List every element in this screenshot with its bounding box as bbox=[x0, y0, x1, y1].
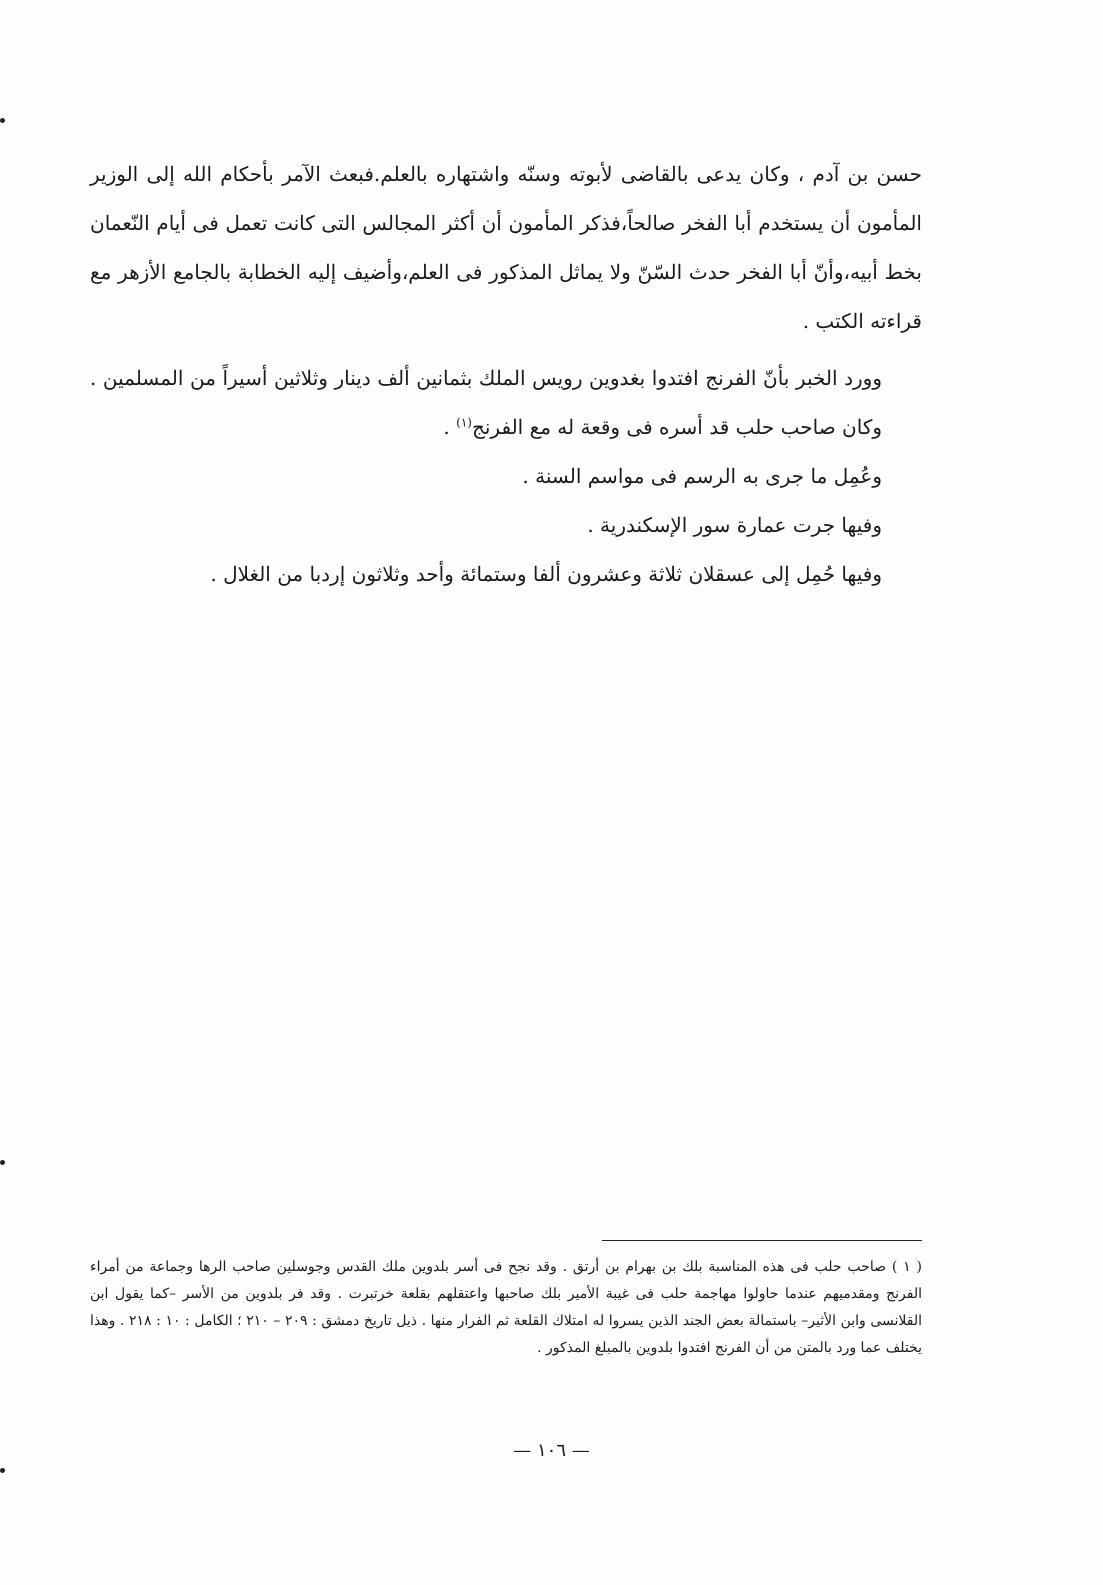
paragraph-ransom-end: . bbox=[443, 415, 457, 439]
paragraph-alexandria-wall: وفيها جرت عمارة سور الإسكندرية . bbox=[587, 513, 882, 537]
page-number: — ١٠٦ — bbox=[513, 1440, 590, 1461]
footnote-separator bbox=[602, 1240, 922, 1241]
paragraph-ransom-text: وورد الخبر بأنّ الفرنج افتدوا بغدوين رويس الملك بثمانين ألف دينار وثلاثين أسيراً من المسلمين . وكان صاحب حلب قد أسره فى وقعة له مع الفرنج bbox=[90, 366, 882, 439]
paragraph-ascalon-grain: وفيها حُمِل إلى عسقلان ثلاثة وعشرون ألفا وستمائة وأحد وثلاثون إردبا من الغلال . bbox=[210, 562, 882, 586]
paragraph-appointment: حسن بن آدم ، وكان يدعى بالقاضى لأبوته وسنّه واشتهاره بالعلم.فبعث الآمر بأحكام الله إلى الوزير المأمون أن يستخدم أبا الفخر صالحاً،فذكر المأمون أن أكثر المجالس التى كانت تعمل فى أيام النّعمان بخط أبيه،وأنّ أبا الفخر حدث السّنّ ولا يماثل المذكور فى العلم،وأضيف إليه الخطابة بالجامع الأزهر مع قراءته الكتب . bbox=[90, 162, 922, 333]
paragraph-ransom bbox=[90, 354, 922, 452]
footnote-reference: (١) bbox=[456, 415, 472, 430]
footnote-text: صاحب حلب فى هذه المناسبة بلك بن بهرام بن أرتق . وقد نجح فى أسر بلدوين ملك القدس وجوسلين صاحب الرها وجماعة من أمراء الفرنج ومقدميهم عندما حاولوا مهاجمة حلب فى غيبة الأمير بلك صاحبها واعتقلهم بقلعة خرتبرت . وقد فر بلدوين من الأسر –كما يقول ابن القلانسى وابن الأثير– باستمالة بعض الجند الذين يسروا له امتلاك القلعة ثم الفرار منها . ذيل تاريخ دمشق : ٢٠٩ – ٢١٠ ؛ الكامل : ١٠ : ٢١٨ . وهذا يختلف عما ورد بالمتن من أن الفرنج افتدوا بلدوين بالمبلغ المذكور . bbox=[90, 1259, 922, 1356]
margin-mark bbox=[0, 1160, 5, 1165]
margin-mark bbox=[0, 118, 5, 123]
footnote-marker: ( ١ ) bbox=[891, 1259, 922, 1275]
paragraph-ceremonies: وعُمِل ما جرى به الرسم فى مواسم السنة . bbox=[522, 464, 882, 488]
footnote-1 bbox=[90, 1254, 922, 1362]
main-text bbox=[90, 150, 922, 599]
footnotes bbox=[90, 1254, 922, 1362]
margin-mark bbox=[0, 1468, 5, 1473]
